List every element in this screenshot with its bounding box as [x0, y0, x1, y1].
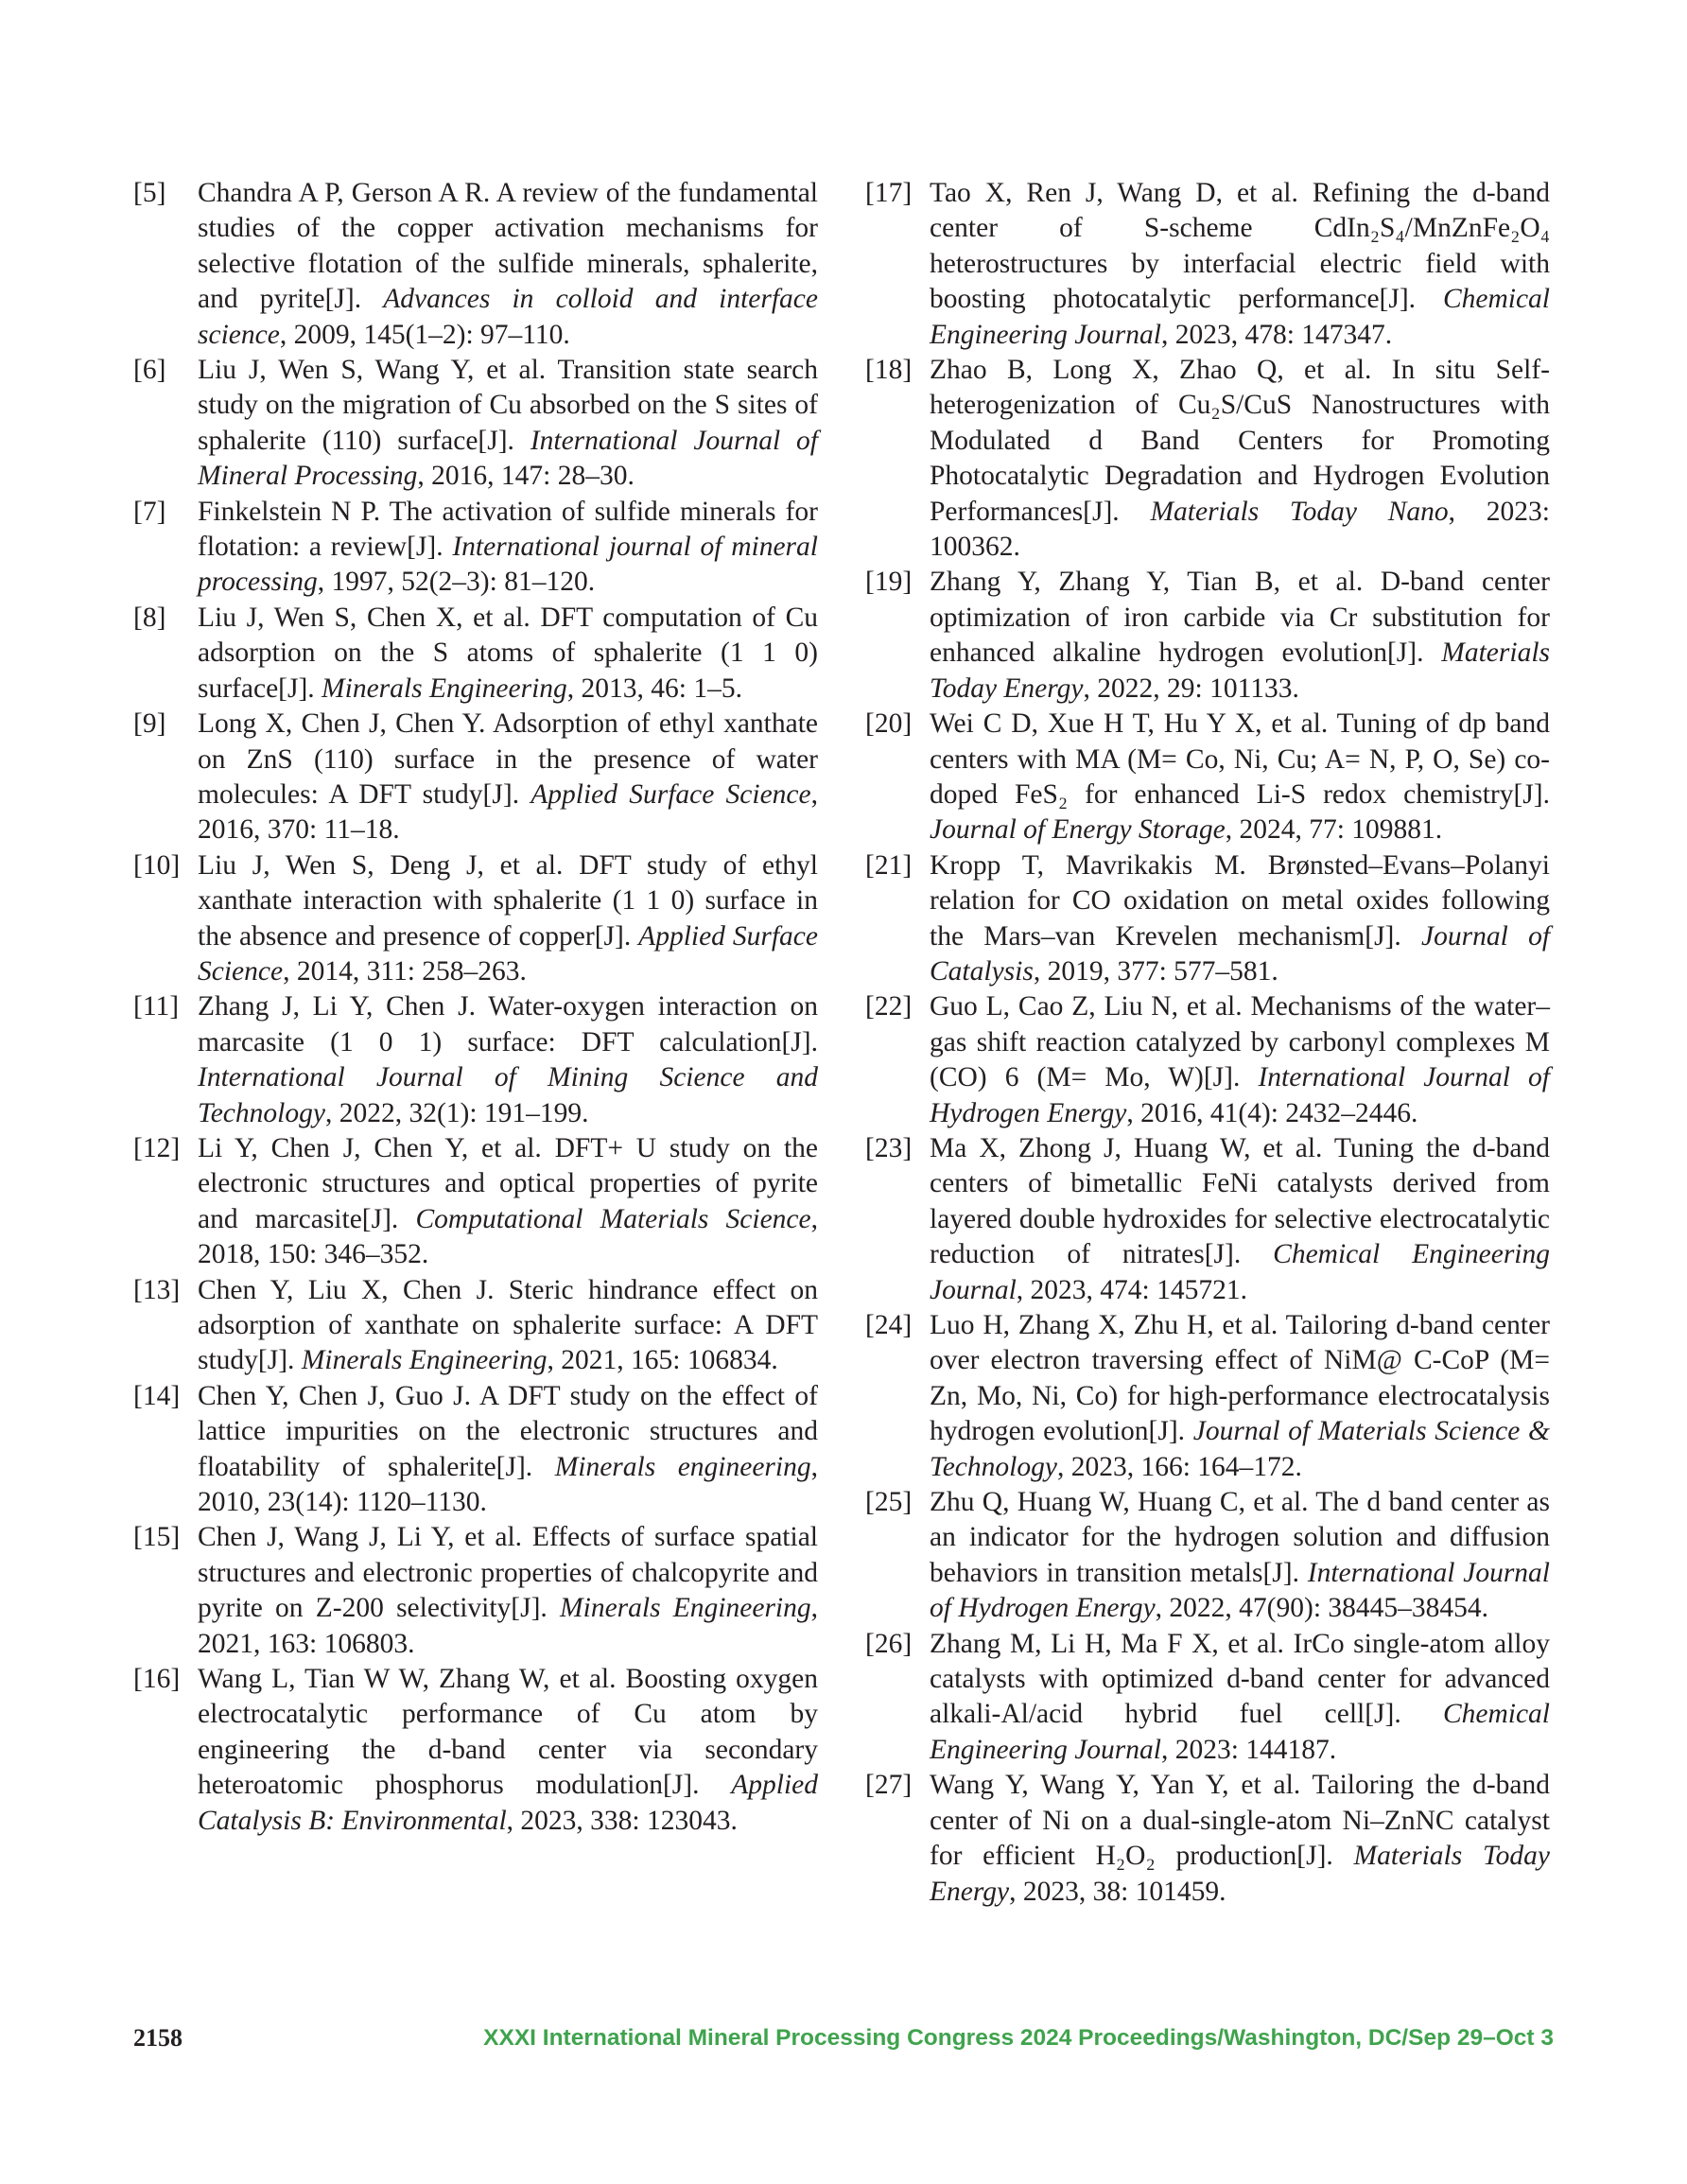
reference-details: , 2016, 147: 28–30.	[417, 461, 635, 492]
reference-number: [12]	[133, 1132, 181, 1163]
reference-text	[198, 601, 818, 707]
reference-details: , 2019, 377: 577–581.	[1033, 955, 1278, 987]
reference-journal: International Journal of Hydrogen Energy	[930, 1557, 1550, 1624]
reference-item	[865, 1131, 1550, 1308]
reference-citation: Wang L, Tian W W, Zhang W, et al. Boosting oxygen electrocatalytic performance of Cu atom by engineering the d-band center via secondary heteroatomic phosphorus modulation[J].	[198, 1664, 818, 1801]
reference-journal: Journal of Catalysis	[930, 920, 1551, 987]
reference-item	[865, 1308, 1550, 1485]
reference-number: [23]	[865, 1132, 913, 1163]
reference-item	[865, 848, 1550, 990]
reference-citation: Liu J, Wen S, Wang Y, et al. Transition state search study on the migration of Cu absorbed on the S sites of sphalerite (110) surface[J].	[198, 355, 818, 456]
reference-citation: Luo H, Zhang X, Zhu H, et al. Tailoring d-band center over electron traversing effect of NiM@ C-CoP (M= Zn, Mo, Ni, Co) for high-performance electrocatalysis hydrogen evolution[J].	[930, 1310, 1550, 1447]
reference-number: [16]	[133, 1664, 181, 1695]
reference-details: , 2024, 77: 109881.	[1225, 814, 1443, 846]
reference-text	[198, 1131, 818, 1273]
reference-journal: Minerals Engineering	[301, 1345, 548, 1376]
reference-journal: International Journal of Mineral Processing	[198, 425, 818, 492]
reference-text	[930, 565, 1550, 707]
reference-citation: Zhao B, Long X, Zhao Q, et al. In situ Self-heterogenization of Cu₂S/CuS Nanostructures with Modulated d Band Centers for Promoting Photocatalytic Degradation and Hydrogen Evolution Performances[J].	[930, 355, 1550, 527]
reference-number: [14]	[133, 1380, 181, 1411]
reference-journal: Applied Surface Science	[198, 920, 818, 987]
reference-journal: Applied Surface Science	[530, 778, 811, 810]
reference-number: [7]	[133, 496, 166, 527]
reference-text	[198, 707, 818, 848]
reference-journal: Applied Catalysis B: Environmental	[198, 1770, 818, 1836]
reference-item	[133, 707, 818, 848]
reference-number: [11]	[133, 991, 180, 1022]
reference-details: , 2016, 41(4): 2432–2446.	[1126, 1097, 1418, 1128]
reference-number: [6]	[133, 355, 166, 386]
reference-text	[930, 1768, 1550, 1910]
reference-text	[198, 176, 818, 353]
reference-details: , 2010, 23(14): 1120–1130.	[198, 1451, 818, 1518]
reference-details: , 2016, 370: 11–18.	[198, 778, 818, 846]
reference-journal: Advances in colloid and interface science	[198, 284, 818, 350]
reference-citation: Liu J, Wen S, Deng J, et al. DFT study of ethyl xanthate interaction with sphalerite (1 1 0) surface in the absence and presence of copper[J].	[198, 849, 818, 952]
reference-citation: Finkelstein N P. The activation of sulfide minerals for flotation: a review[J].	[198, 496, 818, 563]
reference-number: [19]	[865, 567, 913, 598]
reference-item	[865, 353, 1550, 565]
reference-citation: Chen J, Wang J, Li Y, et al. Effects of surface spatial structures and electronic properties of chalcopyrite and pyrite on Z-200 selectivity[J].	[198, 1522, 818, 1624]
reference-journal: Minerals Engineering	[322, 673, 567, 704]
reference-text	[930, 1308, 1550, 1485]
reference-item	[865, 176, 1550, 353]
reference-citation: Chen Y, Chen J, Guo J. A DFT study on the effect of lattice impurities on the electronic structures and floatability of sphalerite[J].	[198, 1380, 818, 1482]
reference-citation: Tao X, Ren J, Wang D, et al. Refining the d-band center of S-scheme CdIn₂S₄/MnZnFe₂O₄ heterostructures by interfacial electric field with boosting photocatalytic performance[J].	[930, 178, 1550, 315]
reference-item	[133, 1131, 818, 1273]
reference-item	[133, 1273, 818, 1379]
reference-item	[865, 1768, 1550, 1910]
reference-item	[133, 601, 818, 707]
reference-journal: Minerals engineering	[554, 1451, 811, 1482]
reference-journal: International Journal of Mining Science and Technology	[198, 1062, 818, 1128]
reference-number: [15]	[133, 1522, 181, 1553]
reference-number: [22]	[865, 991, 913, 1022]
reference-text	[198, 353, 818, 495]
reference-text	[198, 1379, 818, 1521]
reference-citation: Kropp T, Mavrikakis M. Brønsted–Evans–Polanyi relation for CO oxidation on metal oxides following the Mars–van Krevelen mechanism[J].	[930, 849, 1550, 952]
reference-item	[133, 353, 818, 495]
reference-text	[930, 353, 1550, 565]
reference-citation: Liu J, Wen S, Chen X, et al. DFT computation of Cu adsorption on the S atoms of sphalerite (1 1 0) surface[J].	[198, 602, 818, 704]
reference-item	[133, 1379, 818, 1521]
reference-text	[930, 707, 1550, 848]
reference-citation: Long X, Chen J, Chen Y. Adsorption of ethyl xanthate on ZnS (110) surface in the presence of water molecules: A DFT study[J].	[198, 708, 818, 810]
reference-number: [9]	[133, 708, 166, 740]
conference-footer: XXXI International Mineral Processing Congress 2024 Proceedings/Washington, DC/Sep 29–Oct 3	[483, 2025, 1554, 2051]
reference-citation: Li Y, Chen J, Chen Y, et al. DFT+ U study on the electronic structures and optical properties of pyrite and marcasite[J].	[198, 1132, 818, 1234]
reference-item	[133, 848, 818, 990]
reference-number: [20]	[865, 708, 913, 740]
reference-journal: Materials Today Energy	[930, 1841, 1550, 1907]
reference-details: , 2023: 100362.	[930, 496, 1551, 563]
reference-text	[930, 848, 1550, 990]
reference-text	[198, 1273, 818, 1379]
reference-number: [10]	[133, 849, 181, 881]
reference-details: , 2023: 144187.	[1160, 1734, 1337, 1765]
reference-item	[865, 565, 1550, 707]
reference-item	[865, 1485, 1550, 1627]
reference-journal: Journal of Energy Storage	[930, 814, 1226, 846]
reference-number: [25]	[865, 1487, 913, 1518]
reference-details: , 2023, 338: 123043.	[506, 1805, 738, 1836]
reference-text	[198, 1520, 818, 1662]
reference-number: [26]	[865, 1628, 913, 1659]
reference-details: , 2022, 32(1): 191–199.	[324, 1097, 589, 1128]
reference-number: [17]	[865, 178, 913, 208]
page-number: 2158	[133, 2024, 183, 2052]
reference-details: , 2023, 38: 101459.	[1009, 1876, 1226, 1907]
reference-text	[198, 495, 818, 601]
reference-item	[865, 707, 1550, 848]
reference-text	[930, 1627, 1550, 1769]
reference-citation: Zhu Q, Huang W, Huang C, et al. The d band center as an indicator for the hydrogen solution and diffusion behaviors in transition metals[J].	[930, 1487, 1550, 1588]
reference-details: , 2022, 47(90): 38445–38454.	[1155, 1593, 1489, 1624]
reference-number: [21]	[865, 849, 913, 881]
reference-item	[865, 989, 1550, 1131]
reference-details: , 2009, 145(1–2): 97–110.	[279, 319, 570, 350]
reference-journal: Minerals Engineering	[560, 1593, 811, 1624]
reference-text	[930, 1485, 1550, 1627]
reference-item	[865, 1627, 1550, 1769]
reference-number: [24]	[865, 1310, 913, 1340]
reference-citation: Wei C D, Xue H T, Hu Y X, et al. Tuning of dp band centers with MA (M= Co, Ni, Cu; A= N, P, O, Se) co-doped FeS₂ for enhanced Li-S redox chemistry[J].	[930, 708, 1550, 810]
reference-details: , 2023, 474: 145721.	[1016, 1274, 1247, 1305]
reference-text	[198, 1662, 818, 1839]
reference-text	[930, 989, 1550, 1131]
reference-number: [5]	[133, 178, 166, 208]
reference-text	[930, 176, 1550, 353]
reference-journal: International Journal of Hydrogen Energy	[930, 1062, 1551, 1128]
reference-details: , 2021, 163: 106803.	[198, 1593, 818, 1659]
reference-item	[133, 1520, 818, 1662]
reference-citation: Wang Y, Wang Y, Yan Y, et al. Tailoring the d-band center of Ni on a dual-single-atom Ni–ZnNC catalyst for efficient H₂O₂ production[J].	[930, 1770, 1550, 1872]
reference-citation: Guo L, Cao Z, Liu N, et al. Mechanisms of the water–gas shift reaction catalyzed by carbonyl complexes M (CO) 6 (M= Mo, W)[J].	[930, 991, 1550, 1093]
reference-number: [18]	[865, 355, 913, 386]
reference-citation: Zhang J, Li Y, Chen J. Water-oxygen interaction on marcasite (1 0 1) surface: DFT calculation[J].	[198, 991, 818, 1057]
reference-journal: Chemical Engineering Journal	[930, 284, 1550, 350]
reference-number: [27]	[865, 1770, 913, 1801]
reference-text	[198, 848, 818, 990]
reference-item	[133, 989, 818, 1131]
reference-journal: Computational Materials Science	[415, 1203, 811, 1234]
reference-item	[133, 495, 818, 601]
reference-citation: Chandra A P, Gerson A R. A review of the fundamental studies of the copper activation mechanisms for selective flotation of the sulfide minerals, sphalerite, and pyrite[J].	[198, 178, 818, 315]
reference-details: , 2021, 165: 106834.	[547, 1345, 778, 1376]
reference-number: [13]	[133, 1274, 181, 1305]
reference-item	[133, 1662, 818, 1839]
reference-number: [8]	[133, 602, 166, 633]
references-left-column	[133, 176, 818, 1839]
reference-journal: Journal of Materials Science & Technology	[930, 1416, 1550, 1482]
reference-details: , 2013, 46: 1–5.	[566, 673, 742, 704]
reference-citation: Zhang M, Li H, Ma F X, et al. IrCo single-atom alloy catalysts with optimized d-band center for advanced alkali-Al/acid hybrid fuel cell[J].	[930, 1628, 1550, 1730]
references-right-column	[865, 176, 1550, 1910]
reference-text	[198, 989, 818, 1131]
reference-details: , 2023, 478: 147347.	[1160, 319, 1393, 350]
reference-journal: International journal of mineral processing	[198, 532, 818, 598]
reference-journal: Chemical Engineering Journal	[930, 1699, 1550, 1765]
reference-journal: Chemical Engineering Journal	[930, 1239, 1550, 1305]
reference-details: , 1997, 52(2–3): 81–120.	[317, 567, 596, 598]
reference-details: , 2018, 150: 346–352.	[198, 1203, 818, 1270]
reference-citation: Zhang Y, Zhang Y, Tian B, et al. D-band center optimization of iron carbide via Cr substitution for enhanced alkaline hydrogen evolution[J].	[930, 567, 1550, 669]
reference-text	[930, 1131, 1550, 1308]
reference-details: , 2022, 29: 101133.	[1083, 673, 1299, 704]
reference-citation: Ma X, Zhong J, Huang W, et al. Tuning the d-band centers of bimetallic FeNi catalysts derived from layered double hydroxides for selective electrocatalytic reduction of nitrates[J].	[930, 1132, 1550, 1270]
reference-journal: Materials Today Energy	[930, 638, 1550, 704]
reference-details: , 2014, 311: 258–263.	[283, 955, 527, 987]
reference-journal: Materials Today Nano	[1150, 496, 1449, 527]
reference-details: , 2023, 166: 164–172.	[1056, 1451, 1302, 1482]
reference-item	[133, 176, 818, 353]
reference-citation: Chen Y, Liu X, Chen J. Steric hindrance effect on adsorption of xanthate on sphalerite surface: A DFT study[J].	[198, 1274, 818, 1376]
